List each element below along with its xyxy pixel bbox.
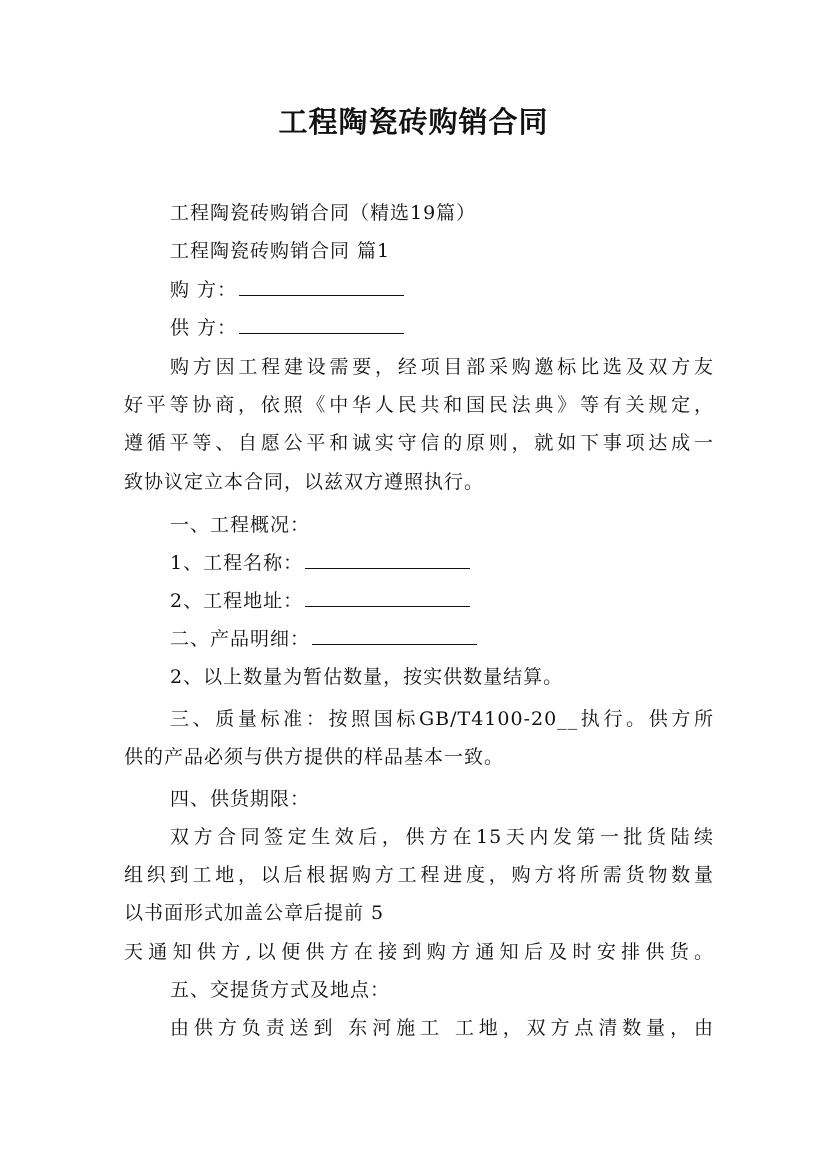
- paragraph-line: 遵循平等、自愿公平和诚实守信的原则，就如下事项达成一: [124, 432, 714, 454]
- paragraph-line: 双方合同签定生效后，供方在15天内发第一批货陆续: [170, 826, 714, 848]
- buyer-label: 购 方：: [170, 279, 238, 301]
- product-detail-field: [170, 626, 714, 652]
- section-heading: 一、工程概况：: [170, 514, 311, 536]
- document-title: 工程陶瓷砖购销合同: [278, 105, 549, 139]
- project-name-label: 1、工程名称：: [170, 552, 304, 574]
- paragraph-line: 致协议定立本合同，以兹双方遵照执行。: [124, 471, 485, 493]
- project-address-label: 2、工程地址：: [170, 590, 304, 612]
- project-name-blank: [305, 566, 470, 569]
- buyer-field: [170, 277, 714, 303]
- paragraph-line: 以书面形式加盖公章后提前 5: [124, 902, 385, 924]
- product-detail-label: 二、产品明细：: [170, 628, 311, 650]
- buyer-blank: [239, 293, 404, 296]
- project-address-field: [170, 588, 714, 614]
- paragraph-line: 三、质量标准：按照国标GB/T4100-20__执行。供方所: [170, 708, 714, 730]
- section-heading: 工程陶瓷砖购销合同 篇1: [170, 240, 391, 262]
- paragraph-line: 供的产品必须与供方提供的样品基本一致。: [124, 746, 505, 768]
- paragraph-line: 组织到工地，以后根据购方工程进度，购方将所需货物数量: [124, 864, 714, 886]
- project-address-blank: [305, 604, 470, 607]
- product-detail-blank: [312, 642, 477, 645]
- section-heading: 四、供货期限：: [170, 788, 311, 810]
- paragraph-line: 好平等协商，依照《中华人民共和国民法典》等有关规定，: [124, 394, 714, 416]
- paragraph-line: 2、以上数量为暂估数量，按实供数量结算。: [170, 666, 564, 688]
- supplier-label: 供 方：: [170, 317, 238, 339]
- supplier-field: [170, 315, 714, 341]
- section-heading: 五、交提货方式及地点：: [170, 979, 391, 1001]
- supplier-blank: [239, 331, 404, 334]
- paragraph-line: 天通知供方,以便供方在接到购方通知后及时安排供货。: [124, 941, 714, 963]
- paragraph-line: 由供方负责送到 东河施工 工地，双方点清数量，由: [170, 1017, 714, 1039]
- paragraph-line: 购方因工程建设需要，经项目部采购邀标比选及双方友: [170, 356, 714, 378]
- subtitle-line: 工程陶瓷砖购销合同（精选19篇）: [170, 202, 477, 224]
- project-name-field: [170, 550, 714, 576]
